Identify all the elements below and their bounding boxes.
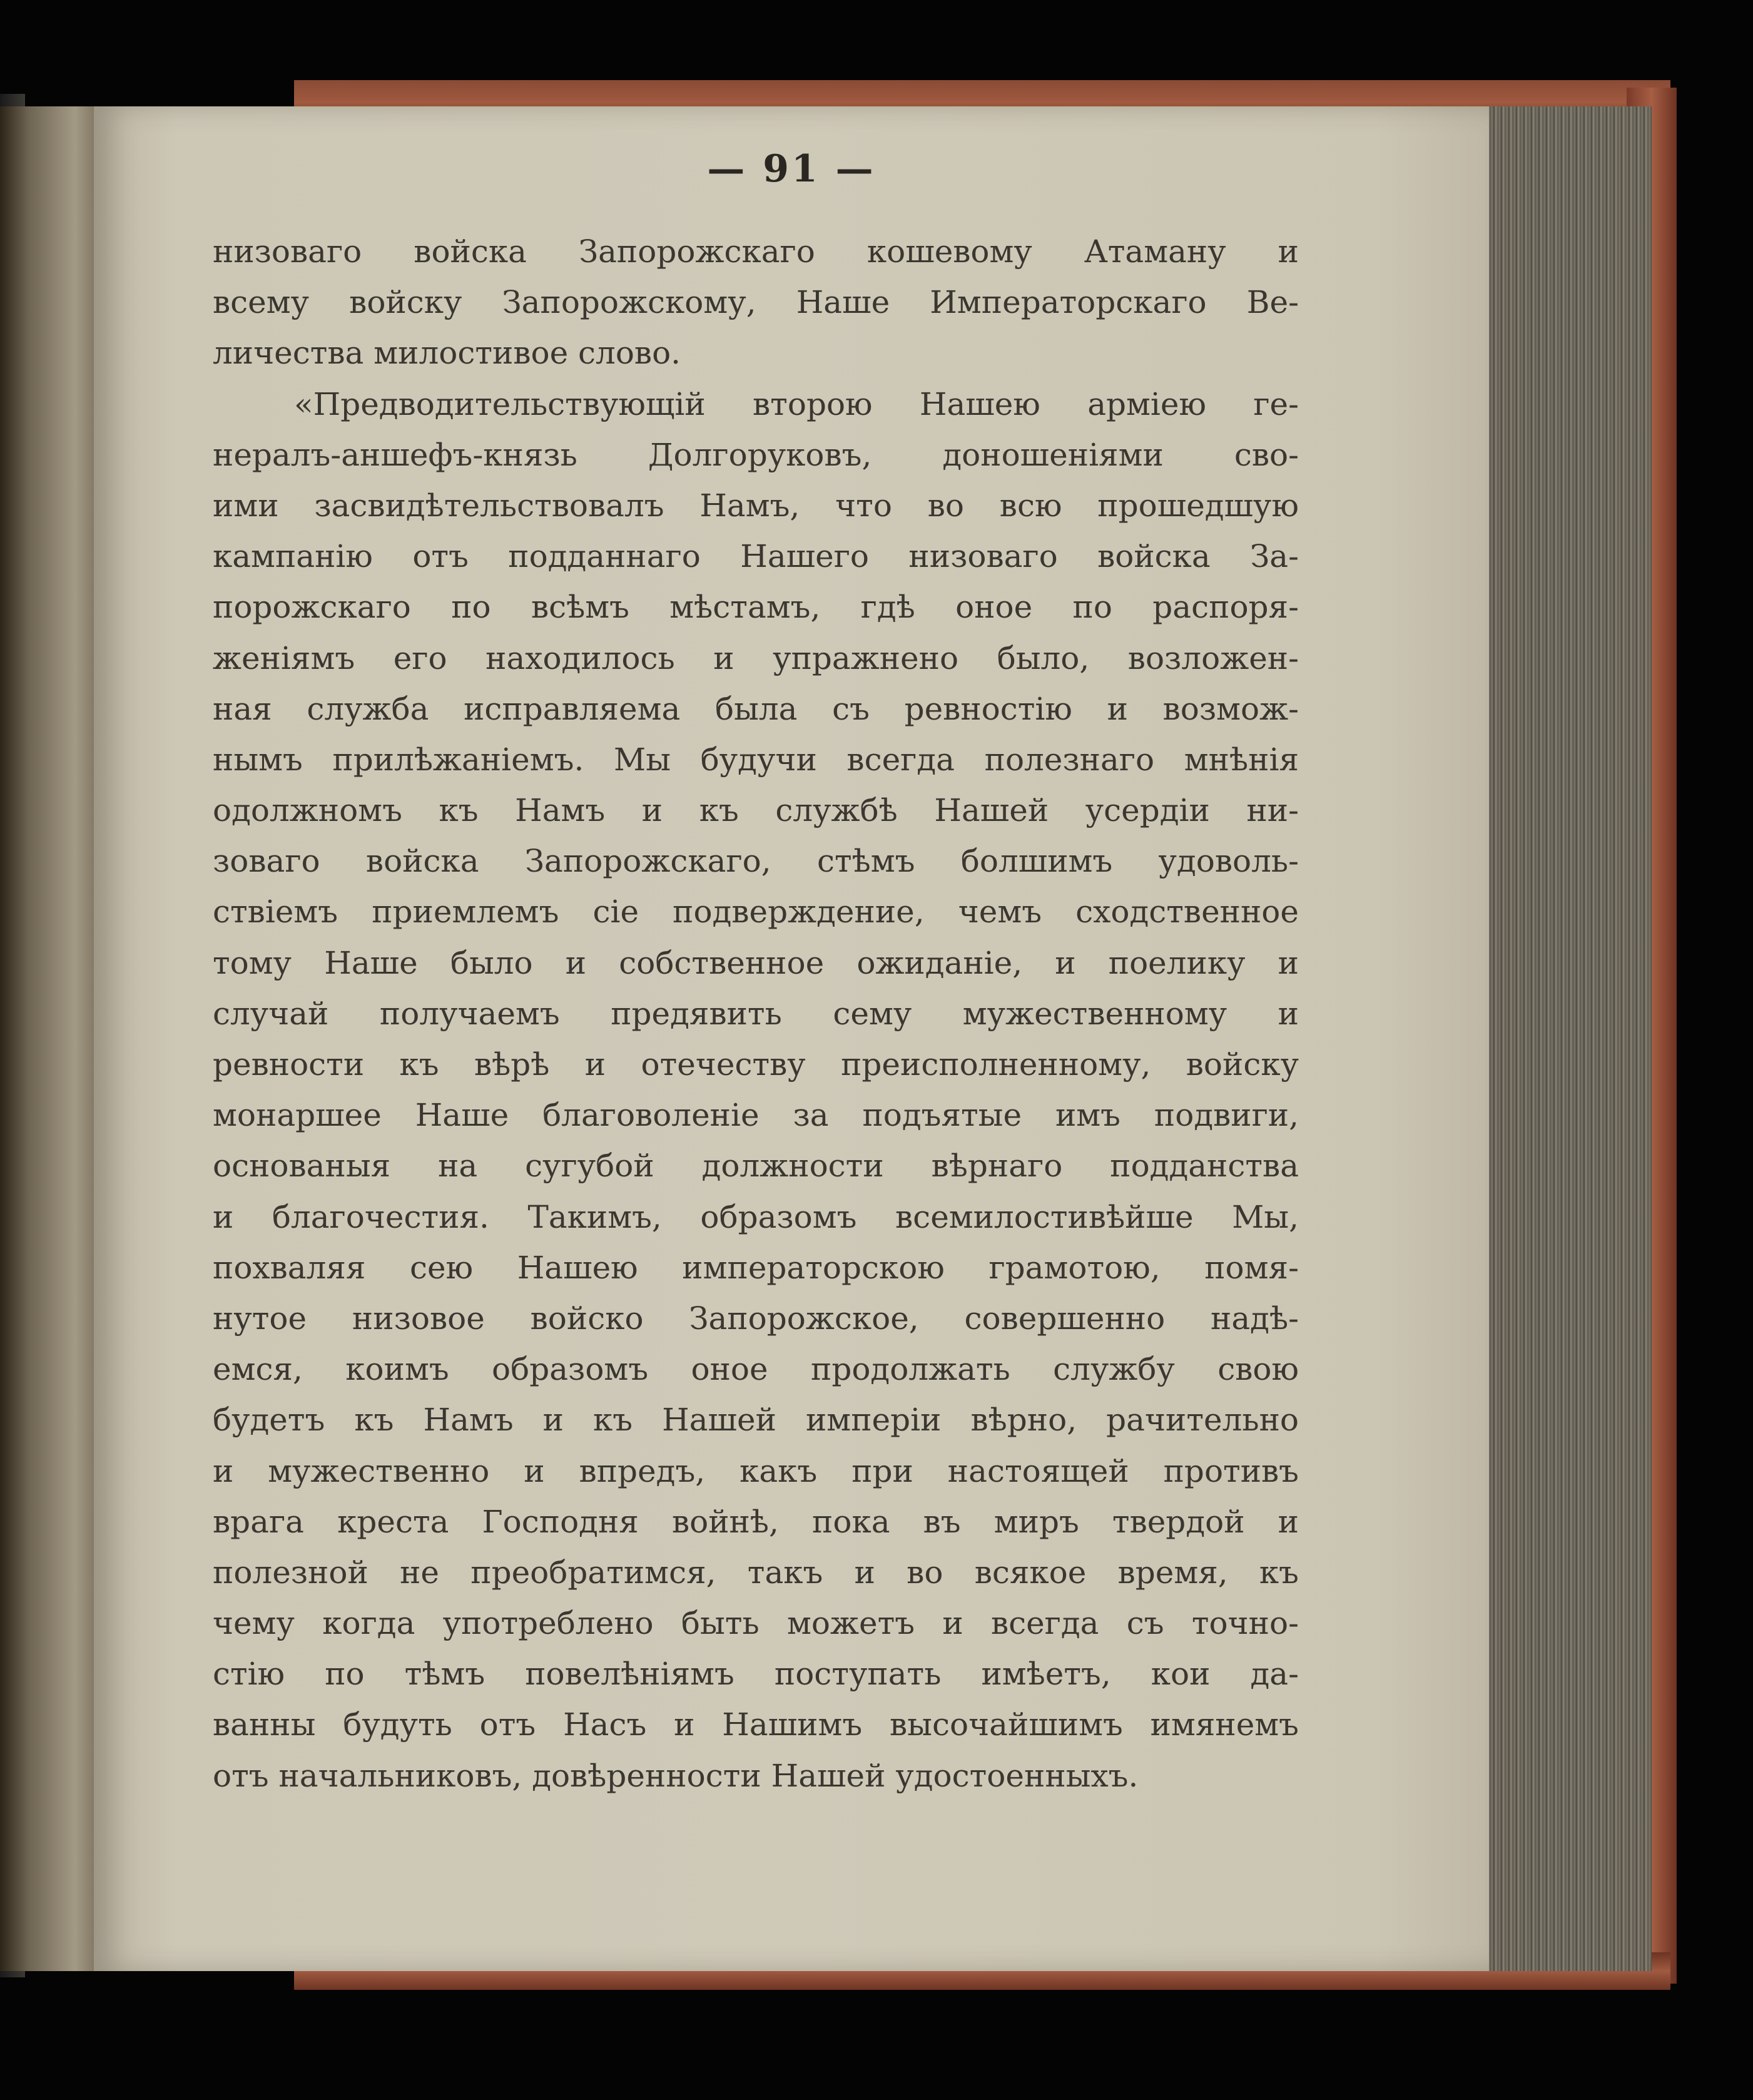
text-line: всему войску Запорожскому, Наше Императорскаго Ве- — [213, 284, 1299, 321]
text-line: чему когда употреблено быть можетъ и всегда съ точно- — [213, 1605, 1299, 1642]
text-line: ими засвидѣтельствовалъ Намъ, что во всю прошедшую — [213, 487, 1299, 524]
text-line: нутое низовое войско Запорожское, совершенно надѣ- — [213, 1300, 1299, 1337]
text-line: стію по тѣмъ повелѣніямъ поступать имѣетъ, кои да- — [213, 1656, 1299, 1693]
text-line: одолжномъ къ Намъ и къ службѣ Нашей усердіи ни- — [213, 792, 1299, 829]
page-text — [213, 227, 1299, 1802]
text-line: низоваго войска Запорожскаго кошевому Атаману и — [213, 233, 1299, 270]
text-line: емся, коимъ образомъ оное продолжать службу свою — [213, 1351, 1299, 1388]
text-line: ная служба исправляема была съ ревностію и возмож- — [213, 690, 1299, 727]
page-stack — [1483, 106, 1652, 1971]
text-line: монаршее Наше благоволеніе за подъятые имъ подвиги, — [213, 1097, 1299, 1134]
text-line: порожскаго по всѣмъ мѣстамъ, гдѣ оное по распоря- — [213, 589, 1299, 626]
text-line: похваляя сею Нашею императорскою грамотою, помя- — [213, 1249, 1299, 1286]
text-line: нералъ-аншефъ-князь Долгоруковъ, доношеніями сво- — [213, 436, 1299, 473]
text-line: кампанію отъ подданнаго Нашего низоваго войска За- — [213, 538, 1299, 575]
text-line: женіямъ его находилось и упражнено было, возложен- — [213, 640, 1299, 676]
text-line: отъ начальниковъ, довѣренности Нашей удостоенныхъ. — [213, 1757, 1139, 1794]
text-line: будетъ къ Намъ и къ Нашей имперіи вѣрно, рачительно — [213, 1402, 1299, 1439]
text-line: тому Наше было и собственное ожиданіе, и поелику и — [213, 944, 1299, 981]
text-line: личества милостивое слово. — [213, 335, 681, 372]
text-line: и благочестия. Такимъ, образомъ всемилостивѣйше Мы, — [213, 1198, 1299, 1235]
text-line: случай получаемъ предявить сему мужественному и — [213, 995, 1299, 1032]
text-line: ствіемъ приемлемъ сіе подверждение, чемъ сходственное — [213, 894, 1299, 930]
text-line: зоваго войска Запорожскаго, стѣмъ болшимъ удоволь- — [213, 843, 1299, 880]
text-line: ревности къ вѣрѣ и отечеству преисполненному, войску — [213, 1046, 1299, 1083]
text-line: нымъ прилѣжаніемъ. Мы будучи всегда полезнаго мнѣнія — [213, 741, 1299, 778]
text-line: «Предводительствующій второю Нашею арміею ге- — [294, 385, 1299, 422]
text-line: основаныя на сугубой должности вѣрнаго подданства — [213, 1148, 1299, 1185]
text-line: врага креста Господня войнѣ, пока въ миръ твердой и — [213, 1503, 1299, 1540]
text-line: полезной не преобратимся, такъ и во всякое время, къ — [213, 1554, 1299, 1591]
left-page — [0, 106, 94, 1971]
page-number: — 91 — — [707, 147, 876, 191]
text-line: ванны будуть отъ Насъ и Нашимъ высочайшимъ имянемъ — [213, 1706, 1299, 1743]
text-line: и мужественно и впредъ, какъ при настоящей противъ — [213, 1452, 1299, 1489]
